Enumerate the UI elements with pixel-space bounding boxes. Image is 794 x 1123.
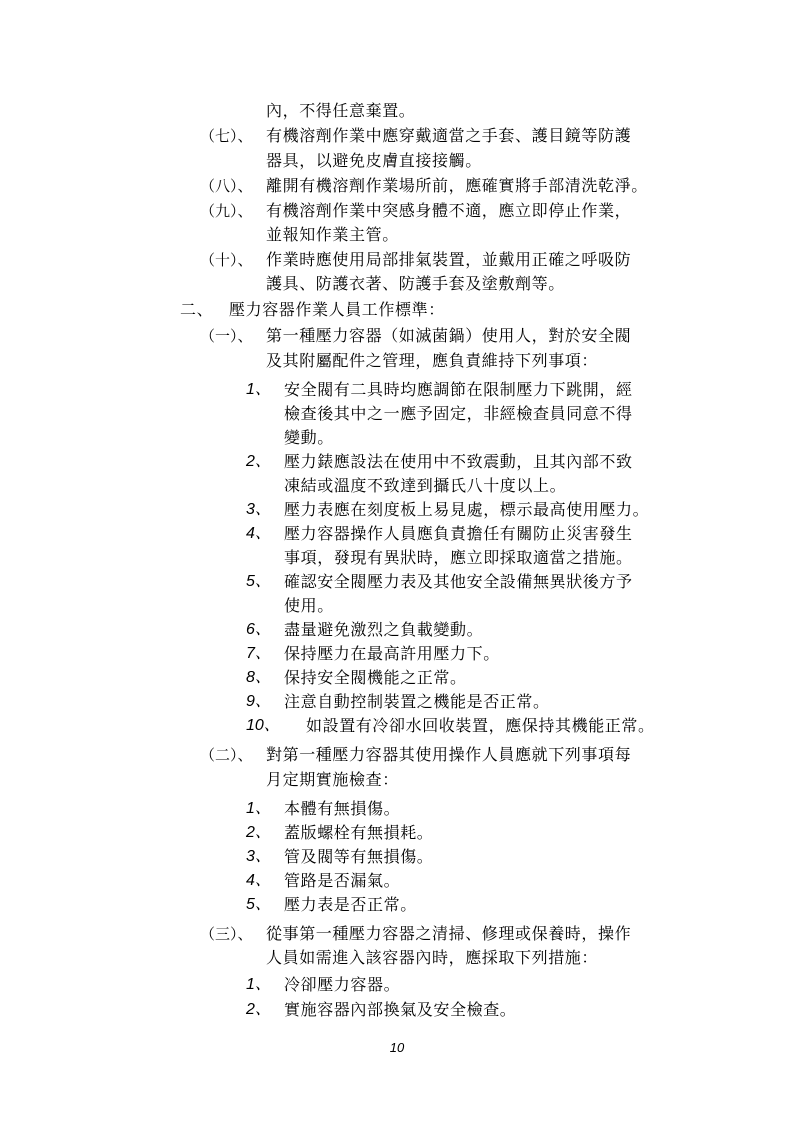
item-marker: （十）、	[200, 251, 253, 269]
list-number: 7、	[246, 645, 271, 662]
text-line: 人員如需進入該容器內時，應採取下列措施：	[266, 948, 599, 967]
text-line: 並報知作業主管。	[266, 225, 399, 244]
text-line: 作業時應使用局部排氣裝置，並戴用正確之呼吸防	[266, 250, 632, 269]
text-line: 事項，發現有異狀時，應立即採取適當之措施。	[284, 548, 633, 567]
text-line: 有機溶劑作業中應穿戴適當之手套、護目鏡等防護	[266, 126, 632, 145]
text-line: 冷卻壓力容器。	[284, 975, 401, 994]
list-number: 4、	[246, 525, 271, 542]
text-line: 對第一種壓力容器其使用操作人員應就下列事項每	[266, 745, 632, 764]
text-line: 護具、防護衣著、防護手套及塗敷劑等。	[266, 274, 565, 293]
item-marker: （三）、	[200, 925, 253, 943]
section-heading: 壓力容器作業人員工作標準：	[229, 300, 445, 319]
text-line: 管路是否漏氣。	[284, 871, 401, 890]
item-marker: （七）、	[200, 127, 253, 145]
text-line: 壓力容器操作人員應負責擔任有關防止災害發生	[284, 524, 633, 543]
list-number: 3、	[246, 501, 271, 518]
text-line: 蓋版螺栓有無損耗。	[284, 823, 434, 842]
text-line: 月定期實施檢查：	[266, 770, 399, 789]
list-number: 9、	[246, 693, 271, 710]
text-line: 管及閥等有無損傷。	[284, 847, 434, 866]
text-line: 本體有無損傷。	[284, 799, 401, 818]
page-number: 10	[389, 1040, 405, 1055]
item-marker: （九）、	[200, 202, 253, 220]
list-number: 2、	[246, 1001, 271, 1018]
list-number: 2、	[246, 453, 271, 470]
text-line: 確認安全閥壓力表及其他安全設備無異狀後方予	[284, 572, 633, 591]
section-marker: 二、	[180, 300, 214, 319]
text-line: 壓力表是否正常。	[284, 895, 417, 914]
text-line: 保持安全閥機能之正常。	[284, 668, 467, 687]
list-number: 5、	[246, 896, 271, 913]
text-line: 壓力錶應設法在使用中不致震動，且其內部不致	[284, 452, 633, 471]
text-line: 壓力表應在刻度板上易見處，標示最高使用壓力。	[284, 500, 650, 519]
list-number: 4、	[246, 872, 271, 889]
list-number: 2、	[246, 824, 271, 841]
list-number: 10、	[246, 717, 280, 734]
text-line: 凍結或溫度不致達到攝氏八十度以上。	[284, 476, 567, 495]
item-marker: （八）、	[200, 177, 253, 195]
text-line: 使用。	[284, 596, 334, 615]
text-line: 保持壓力在最高許用壓力下。	[284, 644, 500, 663]
text-line: 內，不得任意棄置。	[266, 101, 416, 120]
list-number: 1、	[246, 800, 271, 817]
list-number: 1、	[246, 381, 271, 398]
text-line: 變動。	[284, 428, 334, 447]
text-line: 注意自動控制裝置之機能是否正常。	[284, 692, 550, 711]
text-line: 及其附屬配件之管理，應負責維持下列事項：	[266, 351, 599, 370]
list-number: 1、	[246, 976, 271, 993]
text-line: 器具，以避免皮膚直接接觸。	[266, 151, 482, 170]
text-line: 實施容器內部換氣及安全檢查。	[284, 1000, 517, 1019]
item-marker: （二）、	[200, 746, 253, 764]
text-line: 檢查後其中之一應予固定，非經檢查員同意不得	[284, 404, 633, 423]
item-marker: （一）、	[200, 327, 253, 345]
text-line: 從事第一種壓力容器之清掃、修理或保養時，操作	[266, 924, 632, 943]
text-line: 盡量避免激烈之負載變動。	[284, 620, 484, 639]
list-number: 8、	[246, 669, 271, 686]
text-line: 安全閥有二具時均應調節在限制壓力下跳開，經	[284, 380, 633, 399]
list-number: 3、	[246, 848, 271, 865]
text-line: 離開有機溶劑作業場所前，應確實將手部清洗乾淨。	[266, 176, 648, 195]
text-line: 如設置有冷卻水回收裝置，應保持其機能正常。	[306, 716, 655, 735]
text-line: 有機溶劑作業中突感身體不適，應立即停止作業，	[266, 201, 632, 220]
list-number: 6、	[246, 621, 271, 638]
list-number: 5、	[246, 573, 271, 590]
text-line: 第一種壓力容器（如滅菌鍋）使用人，對於安全閥	[266, 326, 632, 345]
